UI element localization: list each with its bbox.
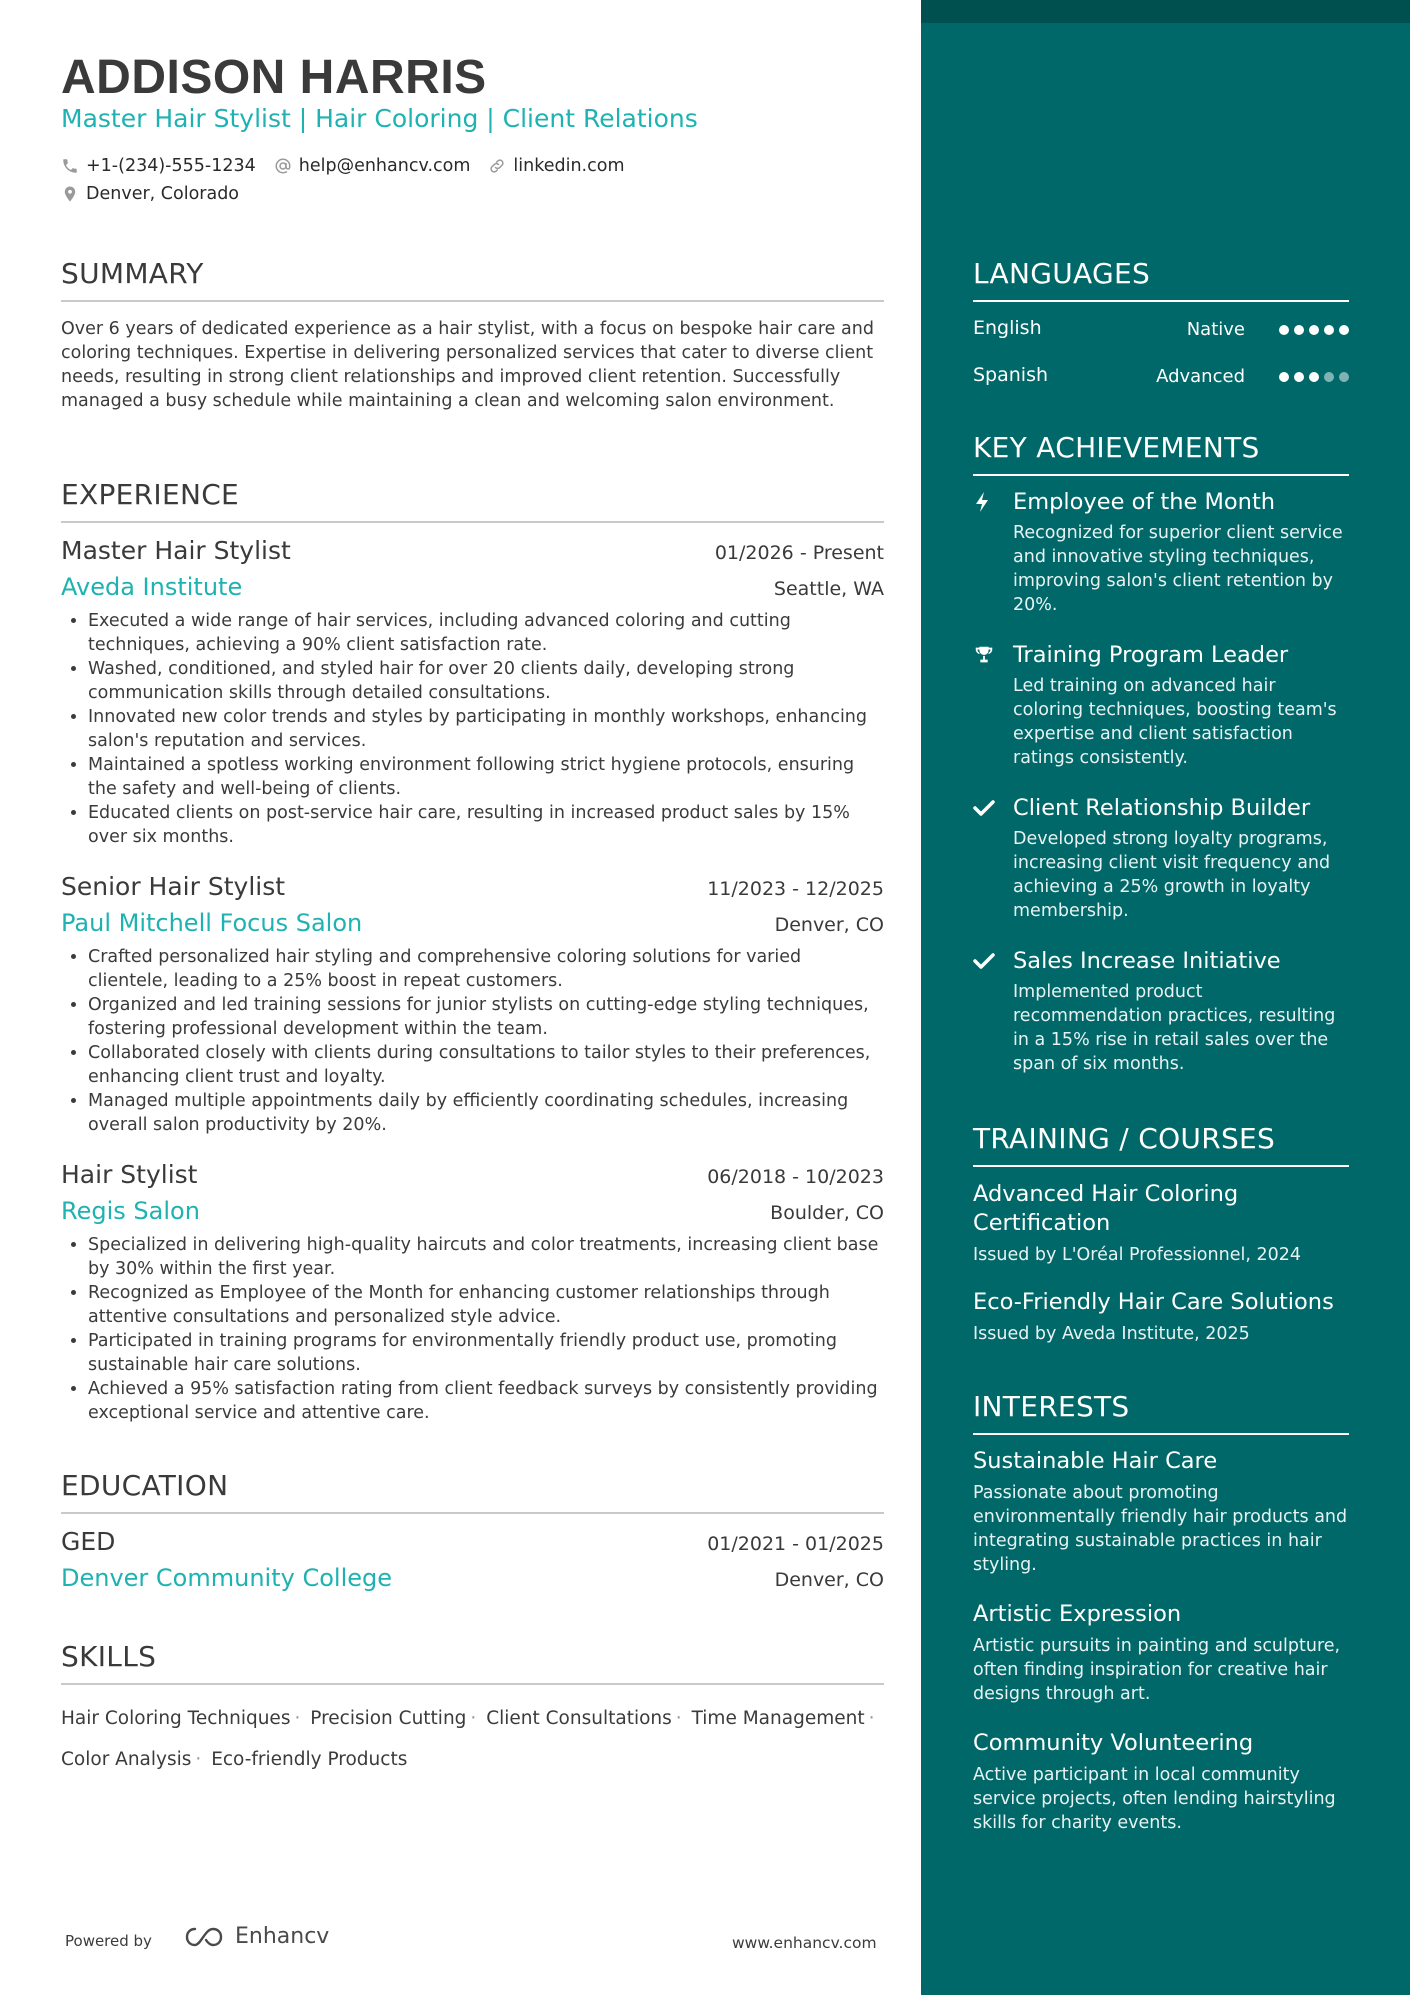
achievement-title: Training Program Leader [1013,642,1289,668]
job-bullet: • Collaborated closely with clients during consultations to tailor styles to their preferences, enhancing client trust and loyalty. [88,1041,884,1089]
training-heading: TRAINING / COURSES [973,1122,1349,1167]
rating-dot-empty [1339,372,1349,382]
job-title: Master Hair Stylist [61,536,291,565]
achievement-item [973,795,1349,923]
achievement-desc: Led training on advanced hair coloring techniques, boosting team's expertise and client satisfaction ratings consistently. [1013,676,1337,768]
job-entry [61,536,884,849]
email-address: help@enhancv.com [298,156,471,176]
job-entry [61,872,884,1137]
job-location: Seattle, WA [773,578,884,600]
rating-dot-filled [1279,325,1289,335]
course-title: Advanced Hair Coloring Certification [973,1181,1239,1236]
languages-heading: LANGUAGES [973,257,1349,302]
job-bullet: • Innovated new color trends and styles by participating in monthly workshops, enhancing salon's reputation and services. [88,705,884,753]
sidebar [921,0,1410,1995]
job-title: Hair Stylist [61,1160,198,1189]
job-title: Senior Hair Stylist [61,872,286,901]
location-contact [61,184,239,204]
phone-icon [61,157,79,175]
language-rating [1274,372,1349,382]
job-dates: 01/2026 - Present [714,542,884,564]
email-contact[interactable] [274,156,471,176]
achievement-desc: Recognized for superior client service and innovative styling techniques, improving salon's client retention by 20%. [1013,523,1343,615]
education-entry [61,1527,884,1592]
job-bullet: • Participated in training programs for environmentally friendly product use, promoting sustainable hair care solutions. [88,1329,884,1377]
job-bullets [61,609,884,849]
phone-contact[interactable] [61,156,256,176]
footer-url[interactable]: www.enhancv.com [732,1934,877,1952]
school-location: Denver, CO [774,1569,884,1591]
skills-list: Hair Coloring Techniques · Precision Cutting · Client Consultations · Time Management · Color Analysis · Eco-friendly Products [61,1708,875,1770]
job-company: Aveda Institute [61,573,243,601]
lightning-bolt-icon [973,491,1013,513]
summary-text: Over 6 years of dedicated experience as a hair stylist, with a focus on bespoke hair care and coloring techniques. Expertise in delivering personalized services that cater to diverse client needs, resulting in strong client relationships and improved client retention. Successfully managed a busy schedule while maintaining a clean and welcoming salon environment. [61,319,874,411]
language-row [973,364,1349,394]
language-level: Native [1186,319,1245,340]
job-bullet: • Crafted personalized hair styling and comprehensive coloring solutions for varied clientele, leading to a 25% boost in repeat customers. [88,945,884,993]
language-name: Spanish [973,364,1049,386]
experience-heading: EXPERIENCE [61,478,884,523]
candidate-title: Master Hair Stylist | Hair Coloring | Client Relations [61,104,698,133]
achievement-title: Employee of the Month [1013,489,1276,515]
powered-by-label: Powered by [65,1932,152,1950]
achievement-desc: Implemented product recommendation practices, resulting in a 15% rise in retail sales over the span of six months. [1013,982,1336,1074]
infinity-logo-icon [183,1925,229,1949]
checkmark-icon [973,799,1013,817]
job-dates: 06/2018 - 10/2023 [707,1166,884,1188]
interest-desc: Artistic pursuits in painting and sculpture, often finding inspiration for creative hair designs through art. [973,1636,1341,1704]
interest-item [973,1730,1349,1835]
language-rating [1274,325,1349,335]
brand-name: Enhancv [235,1924,330,1949]
course-item [973,1288,1349,1344]
interest-desc: Passionate about promoting environmentally friendly hair products and integrating sustainable practices in hair styling. [973,1483,1348,1575]
language-name: English [973,317,1042,339]
at-sign-icon [274,157,292,175]
achievement-item [973,948,1349,1076]
job-bullet: • Managed multiple appointments daily by efficiently coordinating schedules, increasing overall salon productivity by 20%. [88,1089,884,1137]
language-level: Advanced [1156,366,1245,387]
rating-dot-filled [1324,325,1334,335]
enhancv-logo[interactable] [183,1924,329,1949]
job-location: Boulder, CO [770,1202,884,1224]
achievements-heading: KEY ACHIEVEMENTS [973,431,1349,476]
job-bullets [61,1233,884,1425]
interest-desc: Active participant in local community service projects, often lending hairstyling skills for charity events. [973,1765,1336,1833]
achievement-desc: Developed strong loyalty programs, increasing client visit frequency and achieving a 25% growth in loyalty membership. [1013,829,1331,921]
skills-heading: SKILLS [61,1640,884,1685]
language-row [973,317,1349,347]
linkedin-url: linkedin.com [513,156,625,176]
job-company: Paul Mitchell Focus Salon [61,909,363,937]
interest-item [973,1601,1349,1706]
rating-dot-filled [1279,372,1289,382]
skill-item: Color Analysis [61,1749,192,1770]
skill-item: Precision Cutting [310,1708,467,1729]
rating-dot-filled [1309,325,1319,335]
achievement-item [973,642,1349,770]
rating-dot-filled [1309,372,1319,382]
link-icon [488,157,506,175]
rating-dot-empty [1324,372,1334,382]
job-entry [61,1160,884,1425]
job-company: Regis Salon [61,1197,200,1225]
rating-dot-filled [1339,325,1349,335]
phone-number: +1-(234)-555-1234 [86,156,256,176]
degree: GED [61,1527,116,1556]
rating-dot-filled [1294,325,1304,335]
linkedin-contact[interactable] [488,156,624,176]
achievement-title: Sales Increase Initiative [1013,948,1281,974]
interests-heading: INTERESTS [973,1390,1349,1435]
skill-item: Eco-friendly Products [211,1749,408,1770]
sidebar-top-bar [921,0,1410,23]
job-bullet: • Washed, conditioned, and styled hair for over 20 clients daily, developing strong communication skills through detailed consultations. [88,657,884,705]
education-heading: EDUCATION [61,1469,884,1514]
trophy-icon [973,644,1013,666]
course-title: Eco-Friendly Hair Care Solutions [973,1289,1334,1315]
candidate-name: ADDISON HARRIS [61,51,487,104]
skill-item: Time Management [691,1708,865,1729]
job-bullet: • Maintained a spotless working environment following strict hygiene protocols, ensuring the safety and well-being of clients. [88,753,884,801]
summary-heading: SUMMARY [61,257,884,302]
interest-title: Sustainable Hair Care [973,1448,1218,1474]
skill-item: Hair Coloring Techniques [61,1708,291,1729]
achievement-item [973,489,1349,617]
course-item [973,1180,1349,1265]
interest-item [973,1448,1349,1577]
skill-item: Client Consultations [486,1708,672,1729]
interest-title: Community Volunteering [973,1730,1254,1756]
job-bullet: • Educated clients on post-service hair care, resulting in increased product sales by 15% over six months. [88,801,884,849]
job-bullets [61,945,884,1137]
rating-dot-filled [1294,372,1304,382]
job-bullet: • Recognized as Employee of the Month for enhancing customer relationships through attentive consultations and personalized style advice. [88,1281,884,1329]
achievement-title: Client Relationship Builder [1013,795,1311,821]
job-bullet: • Achieved a 95% satisfaction rating from client feedback surveys by consistently providing exceptional service and attentive care. [88,1377,884,1425]
job-location: Denver, CO [774,914,884,936]
checkmark-icon [973,952,1013,970]
job-dates: 11/2023 - 12/2025 [707,878,884,900]
location-pin-icon [61,185,79,203]
interest-title: Artistic Expression [973,1601,1182,1627]
school-name: Denver Community College [61,1564,392,1592]
job-bullet: • Organized and led training sessions for junior stylists on cutting-edge styling techniques, fostering professional development within the team. [88,993,884,1041]
course-issuer: Issued by Aveda Institute, 2025 [973,1324,1250,1344]
job-bullet: • Specialized in delivering high-quality haircuts and color treatments, increasing client base by 30% within the first year. [88,1233,884,1281]
education-dates: 01/2021 - 01/2025 [707,1533,884,1555]
job-bullet: • Executed a wide range of hair services, including advanced coloring and cutting techniques, achieving a 90% client satisfaction rate. [88,609,884,657]
contact-info [61,152,861,208]
location-text: Denver, Colorado [86,184,240,204]
course-issuer: Issued by L'Oréal Professionnel, 2024 [973,1245,1301,1265]
